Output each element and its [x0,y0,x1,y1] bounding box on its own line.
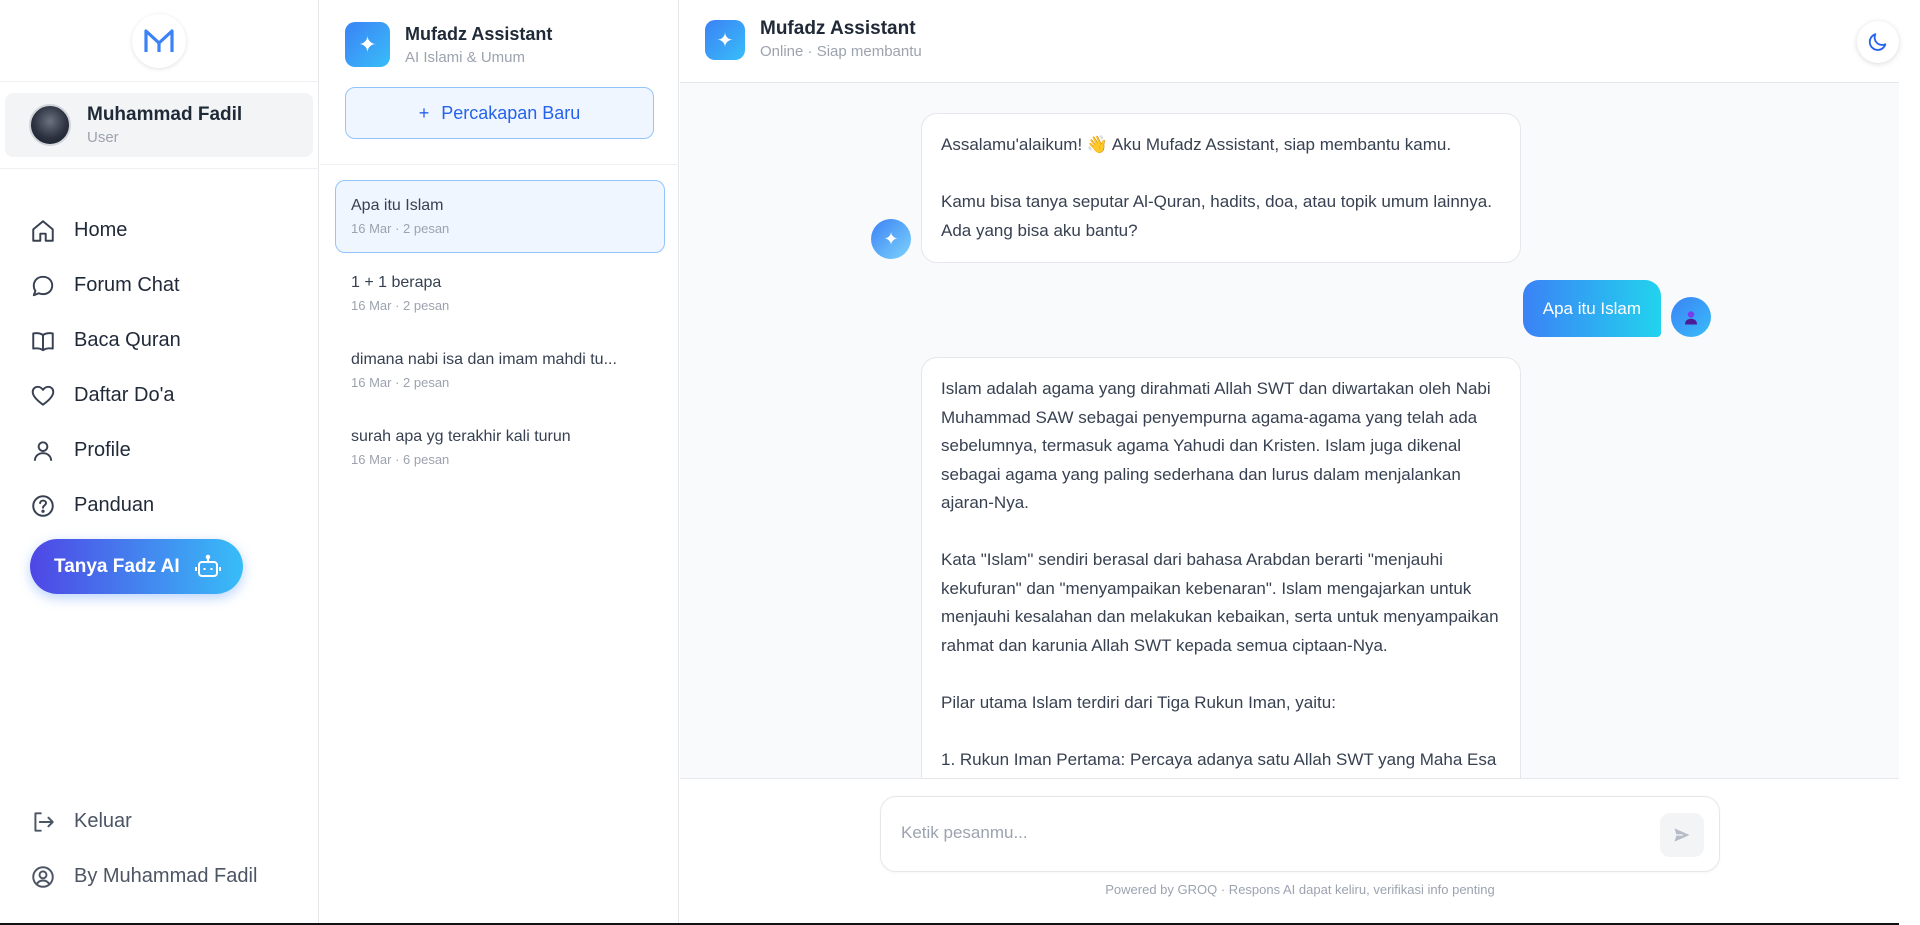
theme-toggle-button[interactable] [1857,21,1899,63]
chat-title: Mufadz Assistant [760,18,916,39]
conversation-meta: 16 Mar · 2 pesan [351,221,450,236]
sidebar-item-home[interactable] [30,203,181,258]
sidebar-menu [30,203,181,533]
conversation-item-active[interactable] [335,180,665,253]
user-name: Muhammad Fadil [87,104,243,125]
sidebar-item-panduan[interactable] [30,478,181,533]
assistant-message: Islam adalah agama yang dirahmati Allah SWT dan diwartakan oleh Nabi Muhammad SAW sebagai penyempurna agama-agama yang telah ada sebelumnya, termasuk agama Yahudi dan Kristen. Islam juga dikenal sebagai agama yang paling sederhana dan lurus dalam menjalankan ajaran-Nya. Kata "Islam" sendiri berasal dari bahasa Arabdan berarti "menjauhi kekufuran" dan "menyampaikan kebenaran". Islam mengajarkan untuk menjauhi kesalahan dan melakukan kebaikan, serta untuk menyampaikan rahmat dan karunia Allah SWT kepada semua ciptaan-Nya. Pilar utama Islam terdiri dari Tiga Rukun Iman, yaitu: 1. Rukun Iman Pertama: Percaya adanya satu Allah SWT yang Maha Esa [921,357,1521,817]
composer [680,778,1899,923]
sidebar-item-profile[interactable] [30,423,181,478]
message-input-box [880,796,1720,872]
user-avatar [1671,297,1711,337]
disclaimer-text: Powered by GROQ · Respons AI dapat keliru, verifikasi info penting [1105,882,1495,897]
chat-status: Online · Siap membantu [760,43,922,60]
chat-bubble-icon [30,273,56,299]
sidebar-item-label: Home [74,219,128,241]
conversation-meta: 16 Mar · 6 pesan [351,452,450,467]
conversation-title: surah apa yg terakhir kali turun [351,428,571,445]
logout-button[interactable] [30,794,257,849]
main-sidebar [0,0,319,923]
help-circle-icon [30,493,56,519]
plus-icon: + [418,102,430,123]
credit-label: By Muhammad Fadil [74,865,258,887]
user-circle-icon [30,864,56,890]
conversation-meta: 16 Mar · 2 pesan [351,375,450,390]
message-list [680,84,1899,778]
credit-item[interactable] [30,849,257,904]
assistant-subtitle: AI Islami & Umum [405,48,526,66]
sidebar-item-baca-quran[interactable] [30,313,181,368]
user-message: Apa itu Islam [1523,280,1661,337]
home-icon [30,218,56,244]
conversation-item[interactable] [335,411,665,484]
user-profile-card[interactable] [5,93,313,157]
send-button[interactable] [1660,813,1704,857]
chat-header [680,0,1899,83]
book-icon [30,328,56,354]
sidebar-item-label: Forum Chat [74,274,180,296]
user-icon [30,438,56,464]
ask-ai-button[interactable] [30,539,243,594]
conversation-meta: 16 Mar · 2 pesan [351,298,450,313]
conversation-title: dimana nabi isa dan imam mahdi tu... [351,351,617,368]
user-silhouette-icon [1683,309,1699,325]
assistant-title: Mufadz Assistant [405,23,553,44]
conversation-item[interactable] [335,334,665,407]
moon-icon [1867,31,1889,53]
sidebar-item-forum-chat[interactable] [30,258,181,313]
message-input[interactable] [901,823,1621,843]
conversation-list [335,180,665,488]
conversation-item[interactable] [335,257,665,330]
sidebar-divider [0,168,319,169]
conversation-panel-header [345,22,552,67]
avatar [29,104,71,146]
assistant-avatar: ✦ [871,219,911,259]
logout-label: Keluar [74,810,132,832]
new-conversation-button[interactable] [345,87,654,139]
sparkle-icon: ✦ [345,22,390,67]
conversation-panel [320,0,679,923]
assistant-message: Assalamu'alaikum! 👋 Aku Mufadz Assistant, siap membantu kamu. Kamu bisa tanya seputar Al-Quran, hadits, doa, atau topik umum lainnya. Ada yang bisa aku bantu? [921,113,1521,263]
sparkle-icon: ✦ [705,20,745,60]
sidebar-item-label: Baca Quran [74,329,181,351]
new-conversation-label: Percakapan Baru [441,102,581,123]
robot-icon [194,554,222,580]
sidebar-footer [30,794,257,904]
ask-ai-label: Tanya Fadz AI [54,555,180,577]
app-logo[interactable] [132,14,186,68]
heart-icon [30,383,56,409]
user-role: User [87,129,119,146]
sidebar-item-daftar-doa[interactable] [30,368,181,423]
logo-area [0,0,318,82]
sidebar-item-label: Daftar Do'a [74,384,175,406]
conversation-title: Apa itu Islam [351,197,444,214]
conversation-divider [320,164,679,165]
chat-area [680,0,1899,923]
sidebar-item-label: Profile [74,439,131,461]
conversation-title: 1 + 1 berapa [351,274,442,291]
send-icon [1672,825,1692,845]
sidebar-item-label: Panduan [74,494,155,516]
logout-icon [30,809,56,835]
